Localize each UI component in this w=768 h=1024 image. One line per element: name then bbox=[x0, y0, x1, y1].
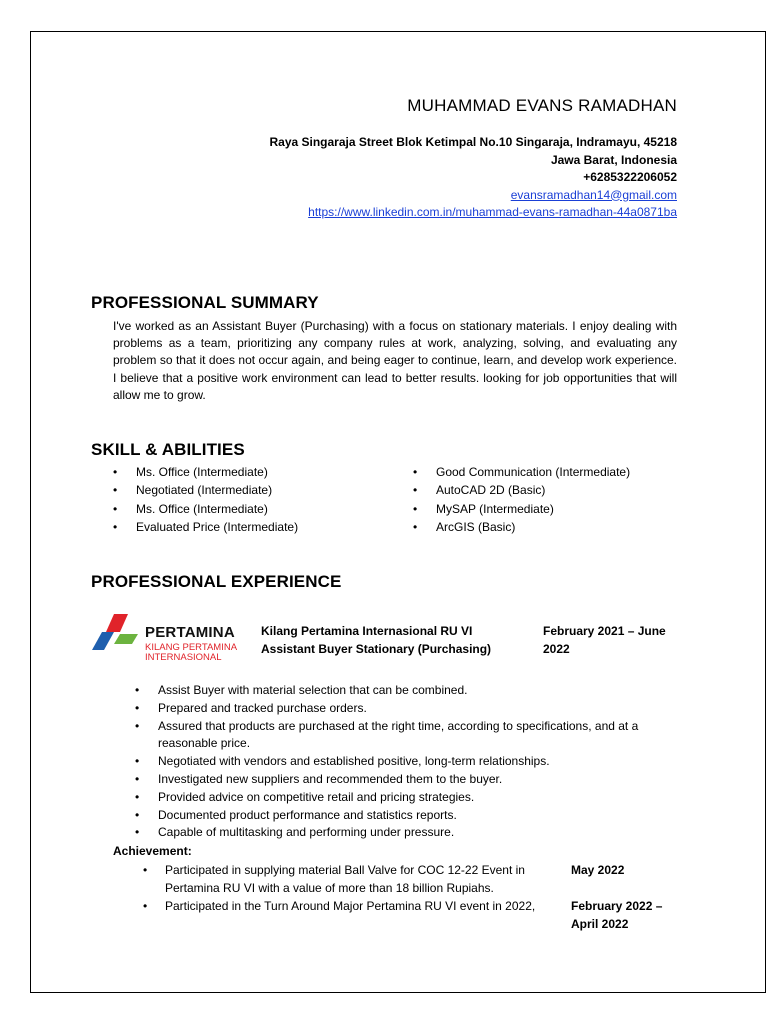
candidate-name: MUHAMMAD EVANS RAMADHAN bbox=[407, 96, 677, 115]
skill-item: • Negotiated (Intermediate) bbox=[113, 481, 298, 499]
skills-list-left bbox=[113, 463, 298, 536]
phone-number: +6285322206052 bbox=[583, 170, 677, 184]
duty-item: • Prepared and tracked purchase orders. bbox=[135, 700, 675, 718]
skill-item: • Ms. Office (Intermediate) bbox=[113, 463, 298, 481]
summary-heading: PROFESSIONAL SUMMARY bbox=[91, 293, 319, 312]
summary-text: I've worked as an Assistant Buyer (Purchasing) with a focus on stationary materials. I enjoy dealing with problems as a team, prioritizing any company rules at work, analyzing, solving, and evaluating any problem so that it does not occur again, and being eager to continue, learn, and develop work experience. I believe that a positive work environment can lead to better results. looking for job opportunities that will allow me to grow. bbox=[113, 319, 677, 402]
contact-block bbox=[269, 134, 677, 222]
address-line-1: Raya Singaraja Street Blok Ketimpal No.10 Singaraja, Indramayu, 45218 bbox=[269, 135, 677, 149]
duty-item: • Assured that products are purchased at the right time, according to specifications, and at a reasonable price. bbox=[135, 718, 675, 754]
duty-item: • Assist Buyer with material selection that can be combined. bbox=[135, 682, 675, 700]
job-date: February 2021 – June 2022 bbox=[543, 624, 666, 656]
linkedin-link[interactable]: https://www.linkedin.com.in/muhammad-evans-ramadhan-44a0871ba bbox=[308, 205, 677, 219]
skills-list-right bbox=[413, 463, 630, 536]
duty-item: • Provided advice on competitive retail and pricing strategies. bbox=[135, 789, 675, 807]
skill-item: • Ms. Office (Intermediate) bbox=[113, 500, 298, 518]
job-info bbox=[261, 622, 491, 658]
email-link[interactable]: evansramadhan14@gmail.com bbox=[510, 187, 677, 202]
achievement-item: • Participated in supplying material Ball Valve for COC 12-22 Event in Pertamina RU VI with a value of more than 18 billion Rupiahs. bbox=[143, 862, 538, 898]
achievement-item: • Participated in the Turn Around Major Pertamina RU VI event in 2022, bbox=[143, 898, 538, 916]
address-line-2: Jawa Barat, Indonesia bbox=[550, 152, 677, 167]
skill-item: • MySAP (Intermediate) bbox=[413, 500, 630, 518]
skill-item: • ArcGIS (Basic) bbox=[413, 518, 630, 536]
job-role: Assistant Buyer Stationary (Purchasing) bbox=[261, 642, 492, 656]
duty-item: • Capable of multitasking and performing under pressure. bbox=[135, 824, 675, 842]
company-name: Kilang Pertamina Internasional RU VI bbox=[261, 624, 473, 638]
pertamina-logo-mark-icon bbox=[90, 612, 144, 656]
skill-item: • AutoCAD 2D (Basic) bbox=[413, 481, 630, 499]
experience-heading: PROFESSIONAL EXPERIENCE bbox=[91, 572, 342, 591]
achievement-date: May 2022 bbox=[571, 863, 625, 877]
pertamina-logo bbox=[90, 612, 250, 668]
duty-item: • Investigated new suppliers and recommended them to the buyer. bbox=[135, 771, 675, 789]
skill-item: • Good Communication (Intermediate) bbox=[413, 463, 630, 481]
achievement-date: February 2022 – April 2022 bbox=[571, 899, 663, 931]
logo-brand-text: PERTAMINA bbox=[145, 624, 235, 641]
logo-sub-text: KILANG PERTAMINA INTERNASIONAL bbox=[145, 642, 238, 663]
skills-heading: SKILL & ABILITIES bbox=[91, 440, 245, 459]
duties-list bbox=[135, 682, 675, 842]
duty-item: • Negotiated with vendors and established positive, long-term relationships. bbox=[135, 753, 675, 771]
achievement-label: Achievement: bbox=[113, 844, 192, 858]
skill-item: • Evaluated Price (Intermediate) bbox=[113, 518, 298, 536]
duty-item: • Documented product performance and statistics reports. bbox=[135, 807, 675, 825]
